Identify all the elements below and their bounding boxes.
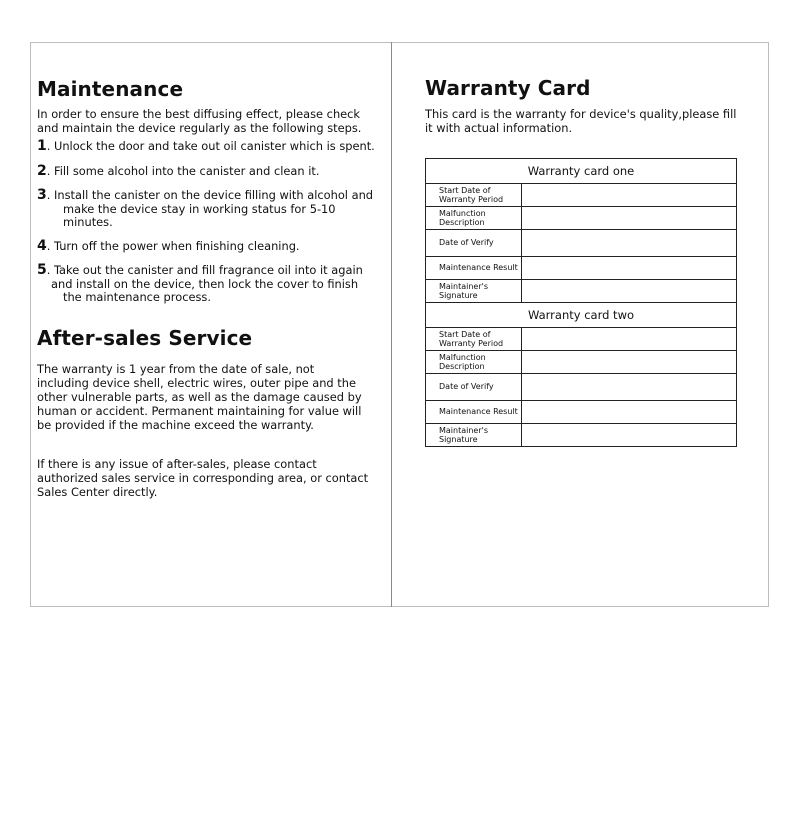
field-label: Date of Verify [426,230,522,257]
table-row [426,351,737,374]
field-label: Maintenance Result [426,401,522,424]
field-input[interactable] [522,424,737,447]
table-row [426,280,737,303]
page-fold-divider [391,42,392,607]
field-label: Malfunction Description [426,351,522,374]
warranty-intro: This card is the warranty for device's quality,please fill it with actual information. [425,107,737,135]
table-row [426,401,737,424]
field-label: Start Date of Warranty Period [426,328,522,351]
field-input[interactable] [522,374,737,401]
maintenance-intro: In order to ensure the best diffusing effect, please check and maintain the device regularly as the following steps. [37,107,362,135]
maintenance-steps [37,140,382,305]
table-row [426,230,737,257]
table-row [426,184,737,207]
field-input[interactable] [522,257,737,280]
step-item: 2. Fill some alcohol into the canister and clean it. [37,162,320,179]
step-item: 3. Install the canister on the device filling with alcohol and make the device stay in working status for 5-10 minutes. [37,187,374,229]
field-label: Date of Verify [426,374,522,401]
after-sales-contact: If there is any issue of after-sales, please contact authorized sales service in corresponding area, or contact Sales Center directly. [37,457,369,499]
warranty-card-title: Warranty Card [425,76,591,100]
field-label: Maintenance Result [426,257,522,280]
table-row [426,374,737,401]
field-input[interactable] [522,328,737,351]
field-input[interactable] [522,280,737,303]
step-item: 1. Unlock the door and take out oil canister which is spent. [37,138,375,154]
step-item: 4. Turn off the power when finishing cleaning. [37,237,300,254]
field-input[interactable] [522,184,737,207]
field-input[interactable] [522,230,737,257]
field-label: Maintainer's Signature [426,424,522,447]
field-label: Maintainer's Signature [426,280,522,303]
field-input[interactable] [522,351,737,374]
field-input[interactable] [522,401,737,424]
table-row [426,328,737,351]
field-input[interactable] [522,207,737,230]
field-label: Malfunction Description [426,207,522,230]
warranty-table [425,158,737,447]
table-row [426,207,737,230]
warranty-card-heading: Warranty card two [426,303,737,328]
warranty-card-heading: Warranty card one [426,159,737,184]
maintenance-title: Maintenance [37,77,184,101]
step-item: 5. Take out the canister and fill fragrance oil into it again and install on the device, then lock the cover to finish the maintenance process. [37,262,363,304]
after-sales-paragraph: The warranty is 1 year from the date of sale, not including device shell, electric wires, outer pipe and the other vulnerable parts, as well as the damage caused by human or accident. Permanent maintaining for value will be provided if the machine exceed the warranty. [37,362,362,432]
table-row [426,424,737,447]
field-label: Start Date of Warranty Period [426,184,522,207]
table-row [426,257,737,280]
after-sales-title: After-sales Service [37,326,253,350]
